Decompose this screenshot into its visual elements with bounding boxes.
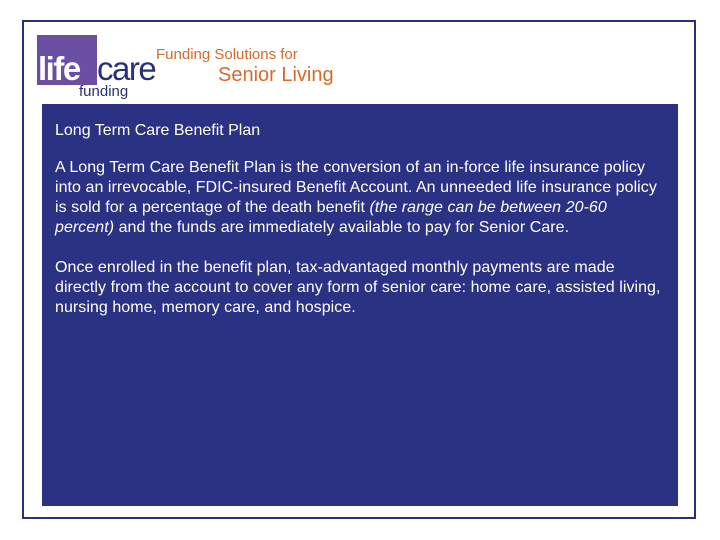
content-panel <box>42 104 678 506</box>
tagline-line-1: Funding Solutions for <box>156 46 298 63</box>
logo-funding-text: funding <box>79 83 129 100</box>
tagline-line-2: Senior Living <box>218 64 334 86</box>
panel-heading: Long Term Care Benefit Plan <box>55 122 261 139</box>
paragraph-1-part-1: A Long Term Care Benefit Plan is the conversion of an in-force life insurance policy into an irrevocable, FDIC-insured Benefit Account. An unneeded life insurance policy is sold for a percentage of the death benefit <box>55 159 657 216</box>
paragraph-1 <box>55 158 668 238</box>
paragraph-2: Once enrolled in the benefit plan, tax-advantaged monthly payments are made directly from the account to cover any form of senior care: home care, assisted living, nursing home, memory care, and hospice. <box>55 259 661 316</box>
logo-care-text: care <box>97 50 156 87</box>
lifecare-logo <box>37 35 156 101</box>
paragraph-1-part-2: and the funds are immediately available to pay for Senior Care. <box>114 219 570 236</box>
logo-life-text: life <box>38 50 80 87</box>
paragraph-1-italic: (the range can be between 20-60 percent) <box>55 199 607 236</box>
